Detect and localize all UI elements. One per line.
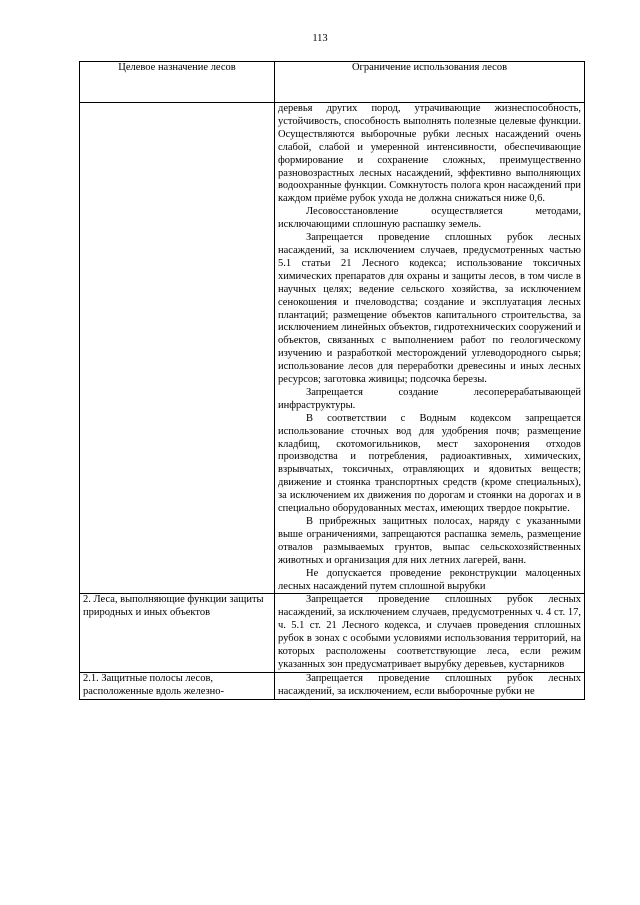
- header-forest-purpose: Целевое назначение лесов: [80, 62, 275, 103]
- header-usage-restriction: Ограничение использования лесов: [275, 62, 585, 103]
- row2-restrictions: [275, 594, 585, 672]
- row1-paragraph: Запрещается проведение сплошных рубок лесных насаждений, за исключением случаев, предусмотренных частью 5.1 статьи 21 Лесного кодекса; использование токсичных химических препаратов для охраны и защиты лесов, в том числе в научных целях; ведение сельского хозяйства, за исключением сенокошения и пчеловодства; создание и эксплуатация лесных плантаций; размещение объектов капитального строительства, за исключением линейных объектов, гидротехнических сооружений и объектов, связанных с выполнением работ по геологическому изучению и разработкой месторождений углеводородного сырья; использование лесов для переработки древесины и иных лесных ресурсов; заготовка живицы; подсочка березы.: [278, 232, 581, 386]
- row1-purpose: [80, 103, 275, 594]
- row2-paragraph: Запрещается проведение сплошных рубок лесных насаждений, за исключением случаев, предусмотренных ч. 4 ст. 17, ч. 5.1 ст. 21 Лесного кодекса, и случаев проведения сплошных рубок в зонах с особыми условиями использования территорий, на которых расположены соответствующие леса, если режим указанных зон предусматривает вырубку деревьев, кустарников: [278, 594, 581, 670]
- row3-purpose: 2.1. Защитные полосы лесов, расположенные вдоль железно-: [80, 672, 275, 699]
- row2-purpose: 2. Леса, выполняющие функции защиты природных и иных объектов: [80, 594, 275, 672]
- table-header-row: [80, 62, 585, 103]
- row1-restrictions: [275, 103, 585, 594]
- table-row: [80, 672, 585, 699]
- forest-restrictions-table: [79, 61, 585, 700]
- row1-paragraph: В соответствии с Водным кодексом запрещается использование сточных вод для удобрения почв; размещение кладбищ, скотомогильников, мест захоронения отходов производства и потребления, радиоактивных, химических, взрывчатых, токсичных, отравляющих и ядовитых веществ; движение и стоянка транспортных средств (кроме специальных), за исключением их движения по дорогам и стоянки на дорогах и в специально оборудованных местах, имеющих твердое покрытие.: [278, 412, 581, 515]
- row1-paragraph: Лесовосстановление осуществляется методами, исключающими сплошную распашку земель.: [278, 206, 581, 231]
- row1-paragraph: Запрещается создание лесоперерабатывающей инфраструктуры.: [278, 386, 581, 411]
- row1-paragraph: Не допускается проведение реконструкции малоценных лесных насаждений путем сплошной вырубки: [278, 567, 581, 592]
- page-number: 113: [312, 33, 328, 44]
- row3-restrictions: [275, 672, 585, 699]
- row3-paragraph: Запрещается проведение сплошных рубок лесных насаждений, за исключением, если выборочные рубки не: [278, 672, 581, 697]
- row1-paragraph: В прибрежных защитных полосах, наряду с указанными выше ограничениями, запрещаются распашка земель, размещение отвалов размываемых грунтов, выпас сельскохозяйственных животных и организация для них летних лагерей, ванн.: [278, 516, 581, 566]
- table-row: [80, 103, 585, 594]
- row1-paragraph: деревья других пород, утрачивающие жизнеспособность, устойчивость, способность выполнять полезные целевые функции. Осуществляются выборочные рубки лесных насаждений очень слабой, слабой и умеренной интенсивности, обеспечивающие формирование и сохранение сложных, преимущественно разновозрастных лесных насаждений, эффективно выполняющих водоохранные функции. Сомкнутость полога крон насаждений при каждом приёме рубок ухода не должна снижаться ниже 0,6.: [278, 103, 581, 205]
- table-row: [80, 594, 585, 672]
